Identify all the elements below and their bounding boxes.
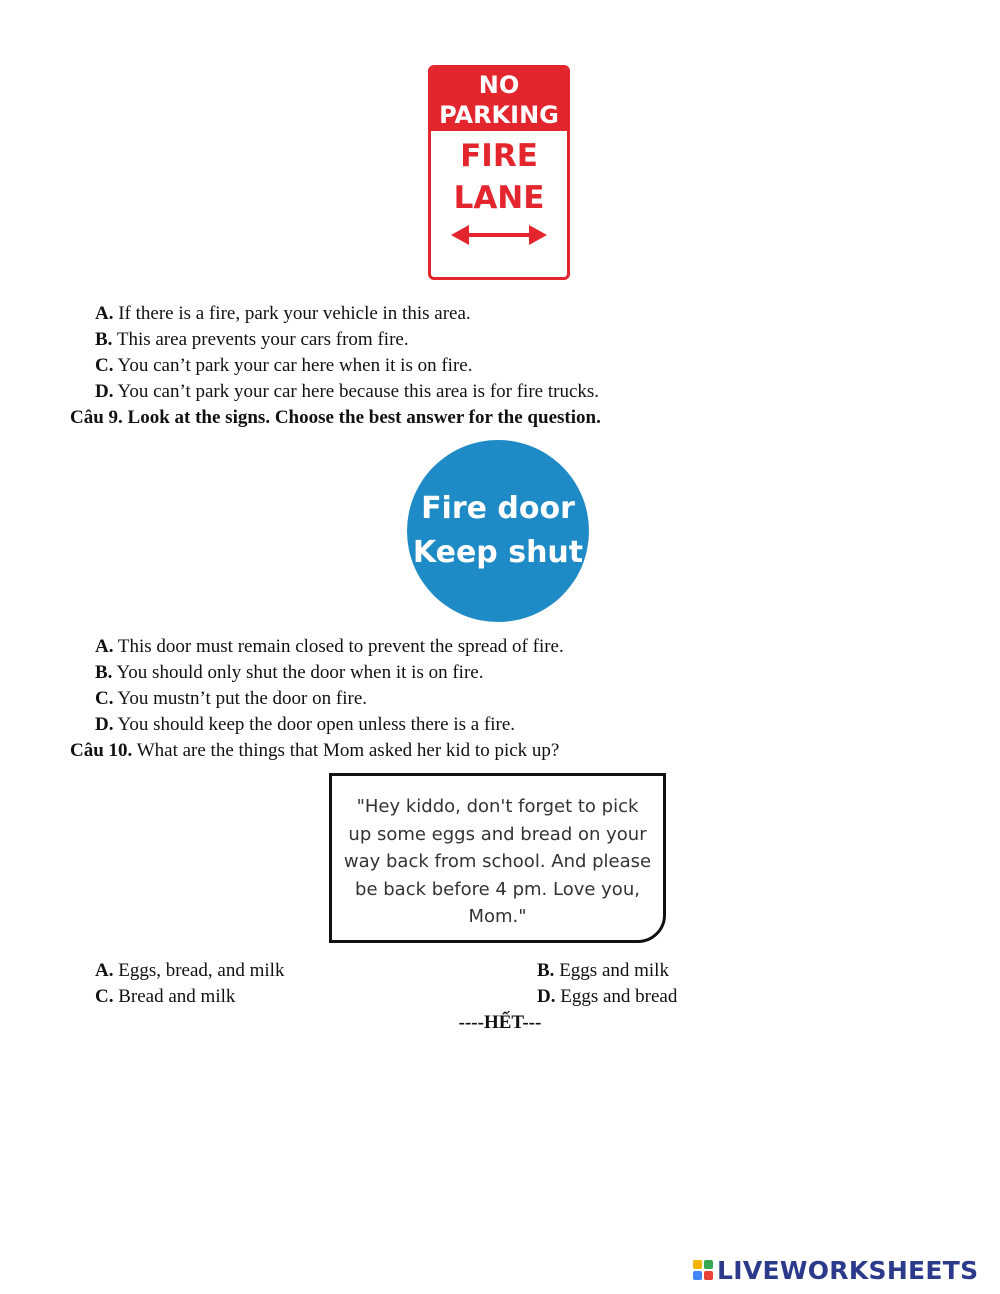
- option-text: You mustn’t put the door on fire.: [113, 688, 367, 709]
- sign-text-fire: FIRE: [460, 138, 538, 174]
- logo-block: [693, 1260, 702, 1269]
- option-text: Eggs and milk: [554, 960, 669, 981]
- logo-block: [704, 1271, 713, 1280]
- logo-blocks-icon: [693, 1260, 713, 1280]
- q10-label: Câu 10.: [70, 740, 133, 761]
- option-text: You should keep the door open unless there is a fire.: [113, 714, 516, 735]
- option-letter: D.: [95, 714, 114, 735]
- no-parking-fire-lane-sign: [428, 65, 570, 280]
- q8-option-a[interactable]: [95, 302, 471, 326]
- option-text: If there is a fire, park your vehicle in this area.: [113, 303, 471, 324]
- sign-header: [431, 68, 567, 131]
- q8-option-c[interactable]: [95, 354, 472, 378]
- q8-option-b[interactable]: [95, 328, 409, 352]
- sign-text-no: NO: [478, 71, 520, 99]
- option-text: You should only shut the door when it is on fire.: [112, 662, 484, 683]
- note-line: way back from school. And please: [343, 851, 652, 872]
- q8-option-d[interactable]: [95, 380, 599, 404]
- option-letter: C.: [95, 688, 114, 709]
- option-text: Bread and milk: [113, 986, 236, 1007]
- q10-option-a[interactable]: [95, 959, 284, 983]
- note-line: Mom.": [468, 906, 527, 927]
- option-letter: B.: [95, 662, 113, 683]
- option-letter: C.: [95, 986, 114, 1007]
- mom-note-box: [329, 773, 666, 943]
- q9-heading: Câu 9. Look at the signs. Choose the best answer for the question.: [70, 407, 601, 428]
- option-letter: D.: [95, 381, 114, 402]
- sign-text-parking: PARKING: [439, 101, 559, 129]
- option-text: You can’t park your car here when it is on fire.: [113, 355, 473, 376]
- sign-text-lane: LANE: [453, 180, 545, 216]
- q10-option-c[interactable]: [95, 985, 235, 1009]
- q10-option-d[interactable]: [537, 985, 677, 1009]
- option-letter: A.: [95, 303, 114, 324]
- q9-option-c[interactable]: [95, 687, 367, 711]
- note-line: be back before 4 pm. Love you,: [355, 878, 640, 900]
- liveworksheets-logo: [693, 1255, 978, 1285]
- q10-question: What are the things that Mom asked her kid to pick up?: [132, 740, 560, 761]
- logo-block: [704, 1260, 713, 1269]
- option-letter: B.: [95, 329, 113, 350]
- end-mark: ----HẾT---: [458, 1012, 542, 1033]
- double-arrow-icon: [451, 223, 547, 247]
- option-letter: B.: [537, 960, 555, 981]
- logo-text: LIVEWORKSHEETS: [717, 1255, 979, 1285]
- option-letter: D.: [537, 986, 556, 1007]
- option-text: Eggs and bread: [555, 986, 678, 1007]
- q10-heading: [70, 739, 559, 763]
- option-text: This door must remain closed to prevent the spread of fire.: [113, 636, 564, 657]
- option-letter: A.: [95, 960, 114, 981]
- fire-door-sign: [407, 440, 589, 622]
- option-text: Eggs, bread, and milk: [113, 960, 285, 981]
- sign-text-fire-door: Fire door: [421, 491, 575, 526]
- sign-text-keep-shut: Keep shut: [412, 535, 584, 570]
- q9-option-a[interactable]: [95, 635, 564, 659]
- note-line: "Hey kiddo, don't forget to pick: [356, 796, 639, 817]
- option-text: You can’t park your car here because this area is for fire trucks.: [113, 381, 600, 402]
- note-line: up some eggs and bread on your: [348, 823, 647, 845]
- q10-option-b[interactable]: [537, 959, 669, 983]
- logo-block: [693, 1271, 702, 1280]
- q9-option-d[interactable]: [95, 713, 515, 737]
- option-text: This area prevents your cars from fire.: [112, 329, 409, 350]
- q9-option-b[interactable]: [95, 661, 483, 685]
- option-letter: A.: [95, 636, 114, 657]
- option-letter: C.: [95, 355, 114, 376]
